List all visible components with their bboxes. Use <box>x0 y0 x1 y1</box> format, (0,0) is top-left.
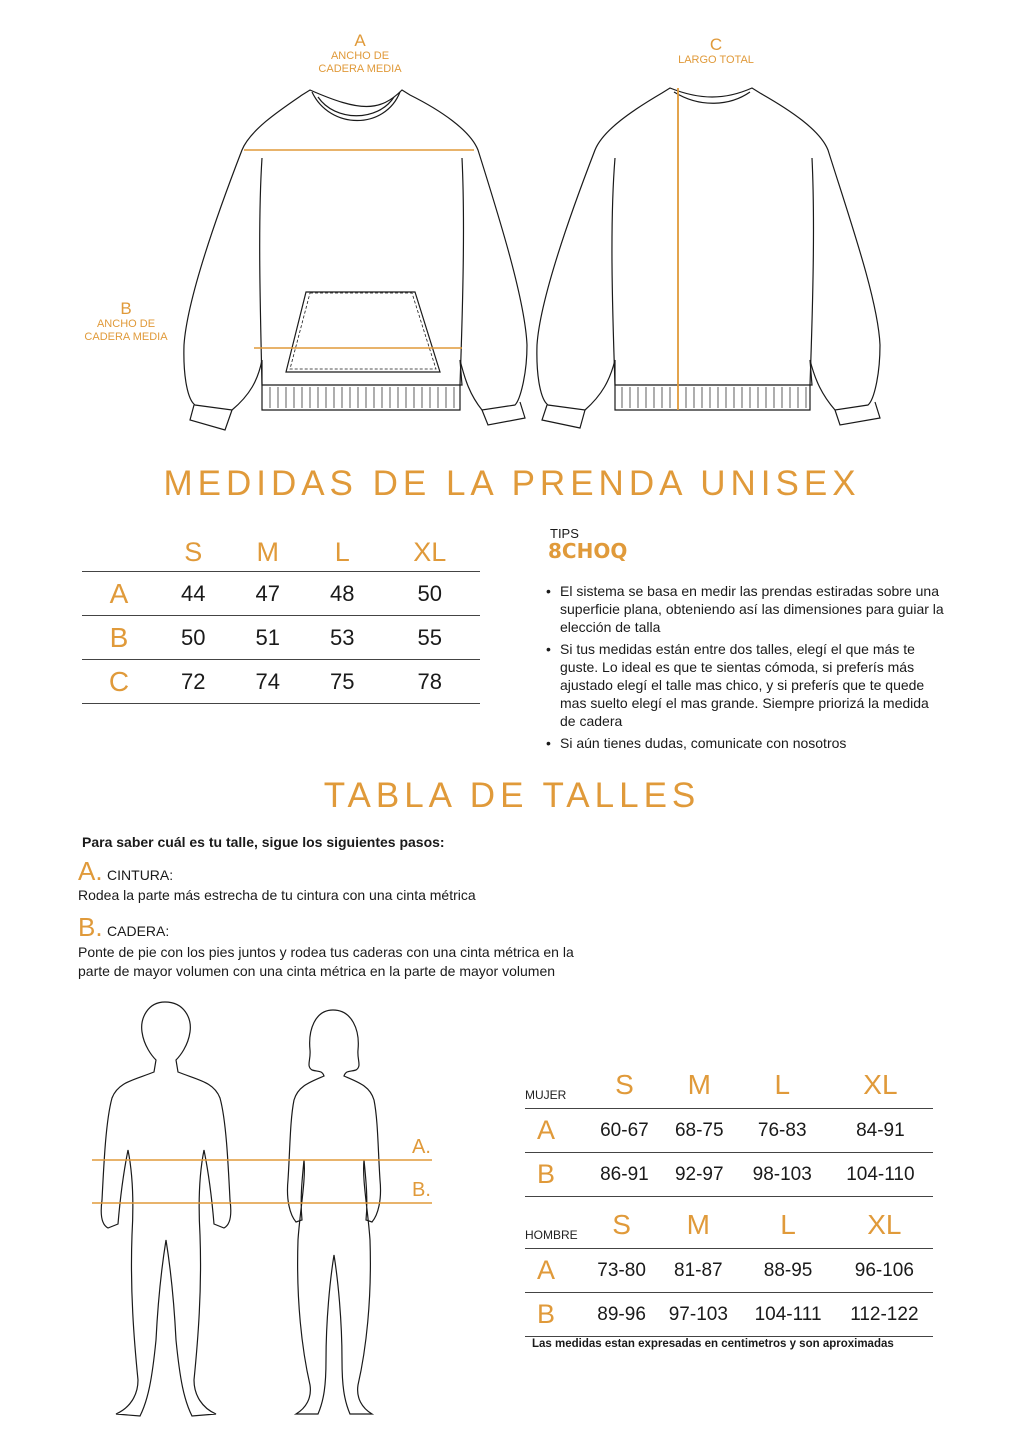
group-label-hombre: HOMBRE <box>525 1228 578 1242</box>
cell: 104-110 <box>828 1153 933 1197</box>
label-b-text-1: ANCHO DE <box>96 318 156 330</box>
label-a-text-2: CADERA MEDIA <box>318 63 402 75</box>
size-s: S <box>612 1209 631 1240</box>
label-c-letter: C <box>709 35 723 54</box>
label-b-letter: B <box>120 299 132 318</box>
cell: 44 <box>156 572 230 616</box>
cell: 96-106 <box>836 1249 933 1293</box>
row-label: B <box>82 616 156 660</box>
step-b-text-2: parte de mayor volumen con una cinta métrica en la parte de mayor volumen <box>78 963 556 979</box>
cell: 75 <box>305 660 379 704</box>
row-label: B <box>525 1153 587 1197</box>
label-a-text-1: ANCHO DE <box>330 50 390 62</box>
cell: 112-122 <box>836 1293 933 1337</box>
cell: 60-67 <box>587 1109 662 1153</box>
cell: 48 <box>305 572 379 616</box>
tips-brand-logo: 8CHOQ <box>548 539 628 563</box>
table-row <box>525 1153 933 1197</box>
cell: 68-75 <box>662 1109 737 1153</box>
group-label-mujer: MUJER <box>525 1088 567 1102</box>
size-m: M <box>686 1209 710 1240</box>
table-row <box>82 572 480 616</box>
size-table-hombre <box>525 1202 933 1337</box>
body-figures-illustration <box>0 990 460 1450</box>
cell: 47 <box>230 572 304 616</box>
cell: 50 <box>156 616 230 660</box>
size-m: M <box>256 536 279 567</box>
row-label: A <box>525 1109 587 1153</box>
tip-item: • Si aún tienes dudas, comunicate con nosotros <box>546 734 946 752</box>
size-table-mujer <box>525 1062 933 1197</box>
row-label: B <box>525 1293 587 1337</box>
cell: 55 <box>379 616 480 660</box>
cell: 74 <box>230 660 304 704</box>
cell: 89-96 <box>587 1293 656 1337</box>
cell: 81-87 <box>656 1249 740 1293</box>
size-xl: XL <box>863 1069 898 1100</box>
size-l: L <box>774 1069 791 1100</box>
tip-item: • Si tus medidas están entre dos talles, elegí el que más te guste. Lo ideal es que te sientas cómoda, si preferís más ajustado elegí el talle mas chico, y si preferís que te quede mas suelto elegí el mas grande. Siempre priorizá la medida de cadera <box>546 640 946 730</box>
cell: 97-103 <box>656 1293 740 1337</box>
cell: 92-97 <box>662 1153 737 1197</box>
measures-title: MEDIDAS DE LA PRENDA UNISEX <box>163 464 861 503</box>
table-row <box>525 1293 933 1337</box>
size-xl: XL <box>867 1209 902 1240</box>
step-a-title: CINTURA: <box>107 867 174 883</box>
cell: 72 <box>156 660 230 704</box>
size-m: M <box>687 1069 711 1100</box>
sizes-intro: Para saber cuál es tu talle, sigue los siguientes pasos: <box>82 834 445 850</box>
cell: 50 <box>379 572 480 616</box>
row-label: A <box>525 1249 587 1293</box>
cell: 98-103 <box>737 1153 828 1197</box>
body-label-a: A. <box>412 1136 431 1158</box>
size-s: S <box>184 536 203 567</box>
tip-item: • El sistema se basa en medir las prendas estiradas sobre una superficie plana, obteniendo así las dimensiones para guiar la elección de talla <box>546 582 946 636</box>
row-label: C <box>82 660 156 704</box>
sweatshirt-back-illustration <box>0 0 1024 460</box>
tips-list <box>546 582 946 756</box>
measures-table <box>82 533 480 704</box>
step-b-letter: B. <box>78 912 103 942</box>
table-row <box>525 1249 933 1293</box>
cell: 88-95 <box>740 1249 835 1293</box>
label-c-text: LARGO TOTAL <box>678 54 754 66</box>
size-xl: XL <box>413 536 447 567</box>
cell: 51 <box>230 616 304 660</box>
label-a-letter: A <box>354 31 366 50</box>
cell: 84-91 <box>828 1109 933 1153</box>
size-s: S <box>615 1069 634 1100</box>
step-b <box>78 912 169 943</box>
table-row <box>82 660 480 704</box>
step-b-title: CADERA: <box>107 923 170 939</box>
step-b-text-1: Ponte de pie con los pies juntos y rodea tus caderas con una cinta métrica en la <box>78 944 574 960</box>
cell: 53 <box>305 616 379 660</box>
tips-title: TIPS <box>550 526 579 541</box>
cell: 86-91 <box>587 1153 662 1197</box>
cell: 76-83 <box>737 1109 828 1153</box>
measures-note: Las medidas estan expresadas en centimetros y son aproximadas <box>532 1338 894 1350</box>
table-row <box>525 1109 933 1153</box>
label-b-text-2: CADERA MEDIA <box>84 331 168 343</box>
sizes-guide-title: TABLA DE TALLES <box>323 776 701 815</box>
row-label: A <box>82 572 156 616</box>
cell: 78 <box>379 660 480 704</box>
body-label-b: B. <box>412 1179 431 1201</box>
cell: 104-111 <box>740 1293 835 1337</box>
size-l: L <box>780 1209 796 1240</box>
step-a-letter: A. <box>78 856 103 886</box>
step-a-text: Rodea la parte más estrecha de tu cintura con una cinta métrica <box>78 887 476 903</box>
step-a <box>78 856 173 887</box>
cell: 73-80 <box>587 1249 656 1293</box>
size-l: L <box>334 536 350 567</box>
table-row <box>82 616 480 660</box>
